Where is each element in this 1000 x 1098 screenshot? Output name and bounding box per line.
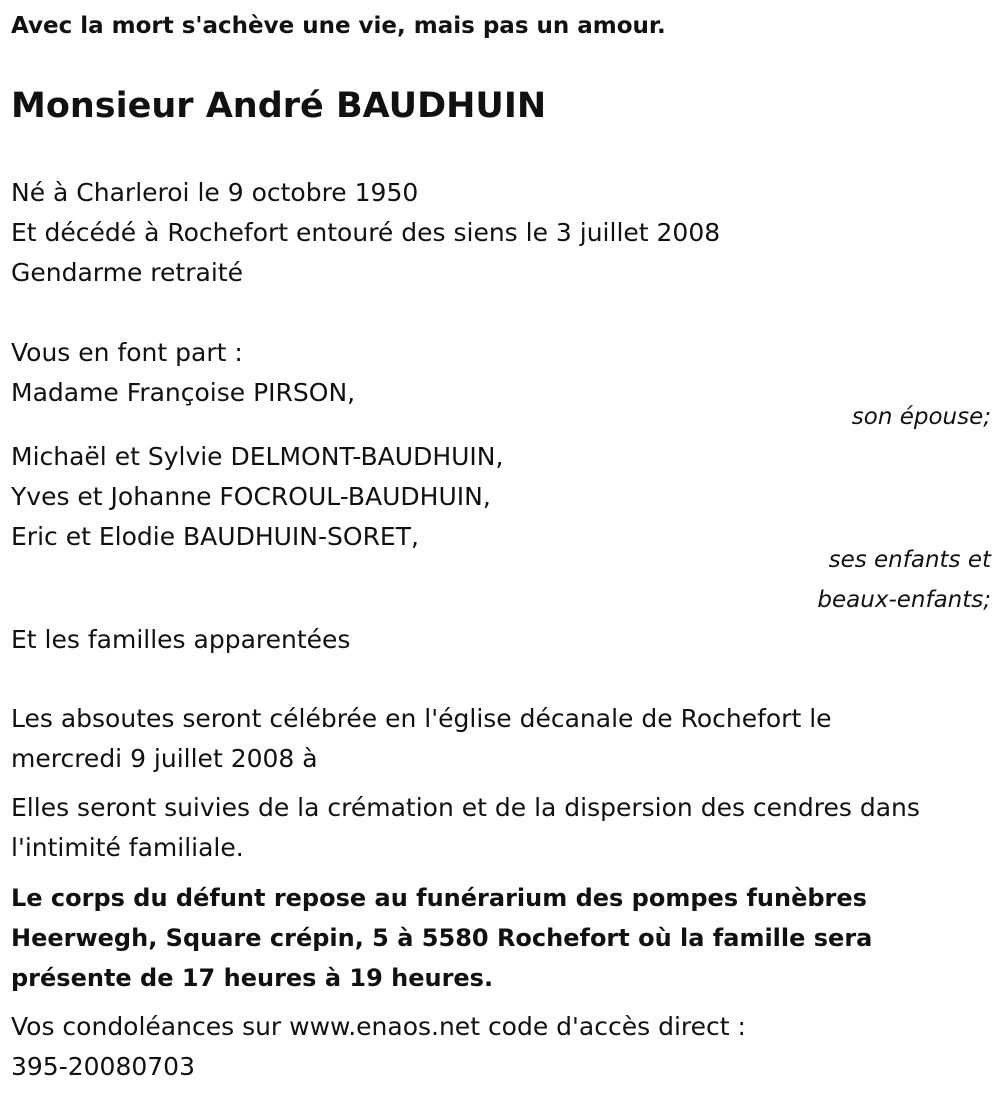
viewing-line1: Le corps du défunt repose au funérarium des pompes funèbres — [11, 884, 867, 912]
death-line: Et décédé à Rochefort entouré des siens le 3 juillet 2008 — [11, 218, 721, 247]
spouse-name: Madame Françoise PIRSON, — [11, 378, 356, 407]
spouse-relation: son épouse; — [851, 404, 991, 430]
deceased-name: Monsieur André BAUDHUIN — [11, 86, 547, 126]
child-name: Eric et Elodie BAUDHUIN-SORET, — [11, 522, 419, 551]
ceremony-line2: mercredi 9 juillet 2008 à — [11, 744, 318, 773]
ceremony-line1: Les absoutes seront célébrée en l'église décanale de Rochefort le — [11, 704, 832, 733]
condolences-code: 395-20080703 — [11, 1052, 195, 1081]
profession-line: Gendarme retraité — [11, 258, 243, 287]
children-relation-line2: beaux-enfants; — [817, 587, 991, 613]
families-line: Et les familles apparentées — [11, 625, 351, 654]
cremation-line1: Elles seront suivies de la crémation et de la dispersion des cendres dans — [11, 793, 920, 822]
announcement-intro: Vous en font part : — [11, 338, 243, 367]
viewing-line2: Heerwegh, Square crépin, 5 à 5580 Rochefort où la famille sera — [11, 924, 873, 952]
birth-line: Né à Charleroi le 9 octobre 1950 — [11, 178, 419, 207]
epigraph: Avec la mort s'achève une vie, mais pas un amour. — [11, 13, 666, 39]
child-name: Michaël et Sylvie DELMONT-BAUDHUIN, — [11, 442, 504, 471]
cremation-line2: l'intimité familiale. — [11, 833, 244, 862]
children-relation-line1: ses enfants et — [828, 547, 991, 573]
condolences-line1: Vos condoléances sur www.enaos.net code d'accès direct : — [11, 1012, 746, 1041]
child-name: Yves et Johanne FOCROUL-BAUDHUIN, — [11, 482, 491, 511]
viewing-line3: présente de 17 heures à 19 heures. — [11, 964, 494, 992]
